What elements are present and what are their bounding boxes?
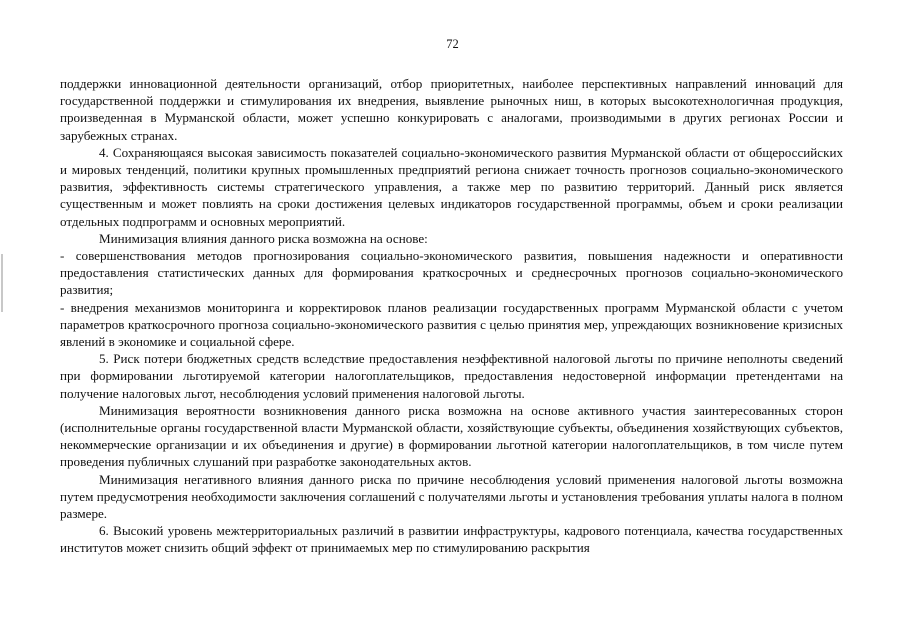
paragraph-mitigation-agreements: Минимизация негативного влияния данного риска по причине несоблюдения условий применения налоговой льготы возможна путем предусмотрения необходимости заключения соглашений с получателями льготы и установления требования уплаты налога в полном размере. (60, 471, 843, 522)
paragraph-mitigation-intro: Минимизация влияния данного риска возможна на основе: (99, 230, 428, 246)
paragraph-risk-4: 4. Сохраняющаяся высокая зависимость показателей социально-экономического развития Мурманской области от общероссийских и мировых тенденций, политики крупных промышленных предприятий региона снижает точность прогнозов социально-экономического развития, эффективность системы стратегического управления, а также мер по развитию территорий. Данный риск является существенным и может повлиять на сроки достижения целевых индикаторов государственной программы, объем и сроки реализации отдельных подпрограмм и основных мероприятий. (60, 144, 843, 229)
paragraph-mitigation-participation: Минимизация вероятности возникновения данного риска возможна на основе активного участия заинтересованных сторон (исполнительные органы государственной власти Мурманской области, хозяйствующие субъекты, объединения хозяйствующих субъектов, некоммерческие организации и их объединения и другие) в формировании льготной категории налогоплательщиков, в том числе путем проведения публичных слушаний при разработке законодательных актов. (60, 402, 843, 470)
paragraph-risk-5: 5. Риск потери бюджетных средств вследствие предоставления неэффективной налоговой льготы по причине неполноты сведений при формировании льготируемой категории налогоплательщиков, предоставления недостоверной информации претендентами на получение налоговых льгот, несоблюдения условий применения налоговой льготы. (60, 351, 843, 401)
paragraph-continuation: поддержки инновационной деятельности организаций, отбор приоритетных, наиболее перспективных направлений инноваций для государственной поддержки и стимулирования их внедрения, выявление рыночных ниш, в которых высокотехнологичная продукция, произведенная в Мурманской области, может успешно конкурировать с аналогами, производимыми в других регионах России и зарубежных странах. (60, 76, 843, 143)
page-number: 72 (446, 37, 459, 51)
scan-edge-mark (1, 254, 3, 312)
body-text (60, 75, 843, 557)
paragraph-risk-6: 6. Высокий уровень межтерриториальных различий в развитии инфраструктуры, кадрового потенциала, качества государственных институтов может снизить общий эффект от принимаемых мер по стимулированию раскрытия (60, 523, 843, 556)
list-item-monitoring: - внедрения механизмов мониторинга и корректировок планов реализации государственных программ Мурманской области с учетом параметров краткосрочного прогноза социально-экономического развития с целью принятия мер, упреждающих возникновение кризисных явлений в экономике и социальной сфере. (60, 299, 843, 350)
list-item-forecasting: - совершенствования методов прогнозирования социально-экономического развития, повышения надежности и оперативности предоставления статистических данных для формирования краткосрочных и среднесрочных прогнозов социально-экономического развития; (60, 248, 843, 298)
